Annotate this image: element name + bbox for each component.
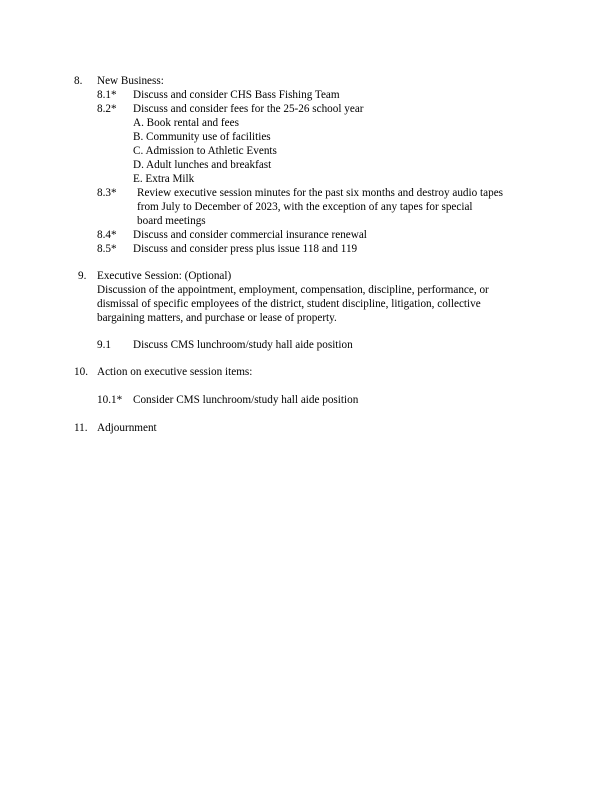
item-10-1-text: Consider CMS lunchroom/study hall aide position	[133, 394, 359, 406]
section-9-desc-line-2: dismissal of specific employees of the district, student discipline, litigation, collective	[97, 298, 481, 310]
item-8-2-text: Discuss and consider fees for the 25-26 school year	[133, 103, 364, 115]
item-8-5-text: Discuss and consider press plus issue 118 and 119	[133, 243, 358, 255]
section-9-desc-line-1: Discussion of the appointment, employment, compensation, discipline, performance, or	[97, 284, 489, 296]
item-8-4-text: Discuss and consider commercial insurance renewal	[133, 229, 367, 241]
item-9-1-number: 9.1	[97, 339, 111, 351]
fee-item-e: E. Extra Milk	[133, 173, 195, 185]
section-10-title: Action on executive session items:	[97, 366, 253, 378]
section-8-number: 8.	[74, 75, 83, 87]
item-10-1-number: 10.1*	[97, 394, 123, 406]
fee-item-a: A. Book rental and fees	[133, 117, 239, 129]
item-9-1-text: Discuss CMS lunchroom/study hall aide position	[133, 339, 353, 351]
item-8-3-line-1: Review executive session minutes for the past six months and destroy audio tapes	[137, 187, 504, 199]
section-9-desc-line-3: bargaining matters, and purchase or lease of property.	[97, 312, 337, 324]
section-11-title: Adjournment	[97, 422, 157, 434]
item-8-1-text: Discuss and consider CHS Bass Fishing Team	[133, 89, 340, 101]
section-10-number: 10.	[74, 366, 88, 378]
section-11-number: 11.	[74, 422, 88, 434]
item-8-3-number: 8.3*	[97, 187, 117, 199]
item-8-5-number: 8.5*	[97, 243, 117, 255]
section-9-number: 9.	[78, 270, 87, 282]
section-8-title: New Business:	[97, 75, 164, 87]
fee-item-d: D. Adult lunches and breakfast	[133, 159, 272, 171]
section-9-title: Executive Session: (Optional)	[97, 270, 232, 282]
item-8-3-line-3: board meetings	[137, 215, 206, 227]
item-8-4-number: 8.4*	[97, 229, 117, 241]
item-8-1-number: 8.1*	[97, 89, 117, 101]
item-8-2-number: 8.2*	[97, 103, 117, 115]
fee-item-b: B. Community use of facilities	[133, 131, 271, 143]
fee-item-c: C. Admission to Athletic Events	[133, 145, 277, 157]
item-8-3-line-2: from July to December of 2023, with the exception of any tapes for special	[137, 201, 473, 213]
